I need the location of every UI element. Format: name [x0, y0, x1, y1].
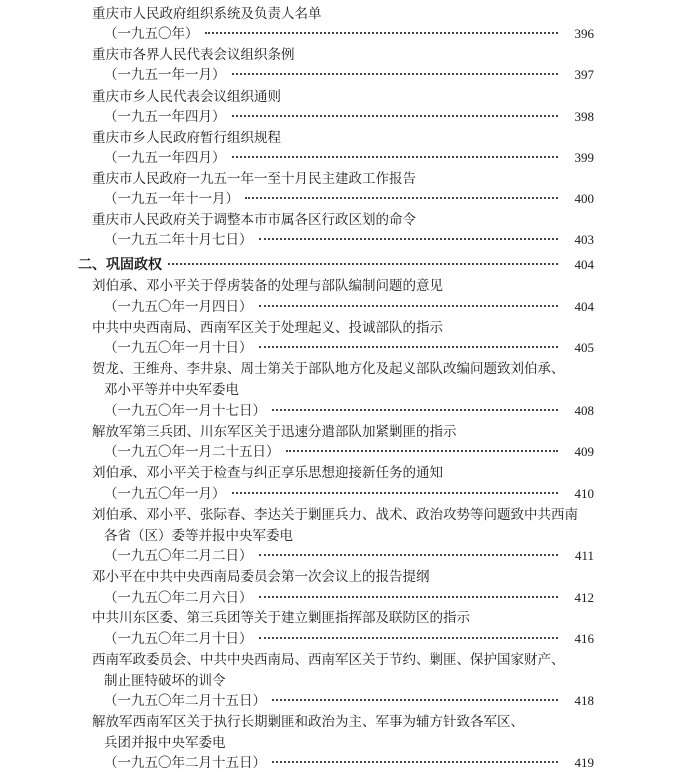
toc-page-number: 404 [574, 299, 594, 314]
toc-entry-date-line [0, 545, 685, 567]
toc-entry-date-line [0, 690, 685, 712]
toc-page-number: 419 [574, 755, 594, 770]
toc-entry-date-line [0, 64, 685, 86]
toc-entry-title: 刘伯承、邓小平、张际春、李达关于剿匪兵力、战术、政治攻势等问题致中共西南 [92, 507, 578, 523]
toc-entry-date: （一九五二年十月七日） [104, 232, 253, 248]
toc-entry-date-line [0, 400, 685, 422]
toc-entry-date: （一九五一年一月） [104, 67, 226, 83]
toc-entry-date-line [0, 296, 685, 318]
toc-entry-date-line [0, 587, 685, 609]
dot-leader [259, 636, 559, 639]
toc-entry-date: （一九五一年十一月） [104, 191, 239, 207]
toc-entry-date-line [0, 337, 685, 359]
dot-leader [272, 408, 558, 411]
dot-leader [259, 595, 559, 598]
toc-entry-title: 重庆市人民政府一九五一年一至十月民主建政工作报告 [92, 171, 416, 187]
section-title: 二、巩固政权 [78, 257, 162, 273]
toc-entry-title: 刘伯承、邓小平关于检查与纠正享乐思想迎接新任务的通知 [92, 465, 443, 481]
toc-entry-date-line [0, 23, 685, 45]
toc-entry-date-line [0, 628, 685, 650]
toc-entry-date: （一九五〇年二月十五日） [104, 693, 266, 709]
dot-leader [205, 31, 559, 34]
toc-entry-date-line [0, 147, 685, 169]
toc-entry-title: 西南军政委员会、中共中央西南局、西南军区关于节约、剿匪、保护国家财产、 [92, 652, 565, 668]
toc-page-number: 399 [574, 150, 594, 165]
toc-entry-title-continued: 制止匪特破坏的训令 [104, 673, 226, 689]
toc-entry-date: （一九五一年四月） [104, 109, 226, 125]
dot-leader [259, 553, 559, 556]
toc-page-number: 396 [574, 26, 594, 41]
dot-leader [272, 760, 558, 763]
toc-entry-date: （一九五〇年） [104, 26, 199, 42]
dot-leader [272, 698, 558, 701]
toc-entry-date-line [0, 106, 685, 128]
dot-leader [168, 262, 558, 265]
toc-page-number: 404 [574, 257, 594, 272]
toc-entry-title-continued: 兵团并报中央军委电 [104, 735, 226, 751]
toc-entry-title: 重庆市人民政府组织系统及负责人名单 [92, 6, 322, 22]
toc-page-number: 398 [574, 109, 594, 124]
toc-entry-title: 解放军第三兵团、川东军区关于迅速分遣部队加紧剿匪的指示 [92, 424, 457, 440]
toc-page-number: 416 [574, 631, 594, 646]
toc-page-number: 405 [574, 340, 594, 355]
toc-entry-title-continued: 各省（区）委等并报中央军委电 [104, 528, 293, 544]
toc-entry-date: （一九五〇年二月十日） [104, 631, 253, 647]
toc-entry-date: （一九五一年四月） [104, 150, 226, 166]
toc-page-number: 418 [574, 693, 594, 708]
toc-page-number: 412 [574, 590, 594, 605]
toc-page-number: 403 [574, 232, 594, 247]
toc-entry-title: 贺龙、王维舟、李井泉、周士第关于部队地方化及起义部队改编问题致刘伯承、 [92, 361, 565, 377]
dot-leader [259, 304, 559, 307]
toc-entry-date: （一九五〇年二月六日） [104, 590, 253, 606]
toc-section-heading [0, 254, 685, 276]
dot-leader [245, 196, 558, 199]
dot-leader [286, 449, 559, 452]
toc-entry-date-line [0, 752, 685, 774]
toc-entry-title: 中共川东区委、第三兵团等关于建立剿匪指挥部及联防区的指示 [92, 610, 470, 626]
toc-page-number: 411 [574, 548, 594, 563]
dot-leader [232, 114, 559, 117]
toc-entry-date-line [0, 441, 685, 463]
toc-entry-date-line [0, 229, 685, 251]
toc-entry-date: （一九五〇年一月二十五日） [104, 444, 280, 460]
toc-entry-date: （一九五〇年二月二日） [104, 548, 253, 564]
toc-entry-date-line [0, 483, 685, 505]
dot-leader [232, 491, 559, 494]
dot-leader [232, 72, 559, 75]
toc-entry-date: （一九五〇年一月十日） [104, 340, 253, 356]
dot-leader [259, 237, 559, 240]
toc-page-number: 410 [574, 486, 594, 501]
toc-entry-title: 重庆市乡人民政府暂行组织规程 [92, 130, 281, 146]
toc-page-number: 408 [574, 403, 594, 418]
toc-entry-date: （一九五〇年一月十七日） [104, 403, 266, 419]
toc-entry-title-continued: 邓小平等并中央军委电 [104, 382, 239, 398]
toc-entry-title: 解放军西南军区关于执行长期剿匪和政治为主、军事为辅方针致各军区、 [92, 714, 524, 730]
toc-entry-date: （一九五〇年一月） [104, 486, 226, 502]
toc-entry-date-line [0, 188, 685, 210]
dot-leader [232, 155, 559, 158]
toc-entry-date: （一九五〇年二月十五日） [104, 755, 266, 771]
dot-leader [259, 345, 559, 348]
toc-entry-title: 刘伯承、邓小平关于俘虏装备的处理与部队编制问题的意见 [92, 278, 443, 294]
toc-page-number: 400 [574, 191, 594, 206]
toc-entry-title: 重庆市乡人民代表会议组织通则 [92, 89, 281, 105]
toc-entry-title: 邓小平在中共中央西南局委员会第一次会议上的报告提纲 [92, 569, 430, 585]
toc-entry-date: （一九五〇年一月四日） [104, 299, 253, 315]
toc-page-number: 397 [574, 67, 594, 82]
toc-entry-title: 中共中央西南局、西南军区关于处理起义、投诚部队的指示 [92, 320, 443, 336]
toc-entry-title: 重庆市各界人民代表会议组织条例 [92, 47, 295, 63]
toc-entry-title: 重庆市人民政府关于调整本市市属各区行政区划的命令 [92, 212, 416, 228]
toc-page-number: 409 [574, 444, 594, 459]
